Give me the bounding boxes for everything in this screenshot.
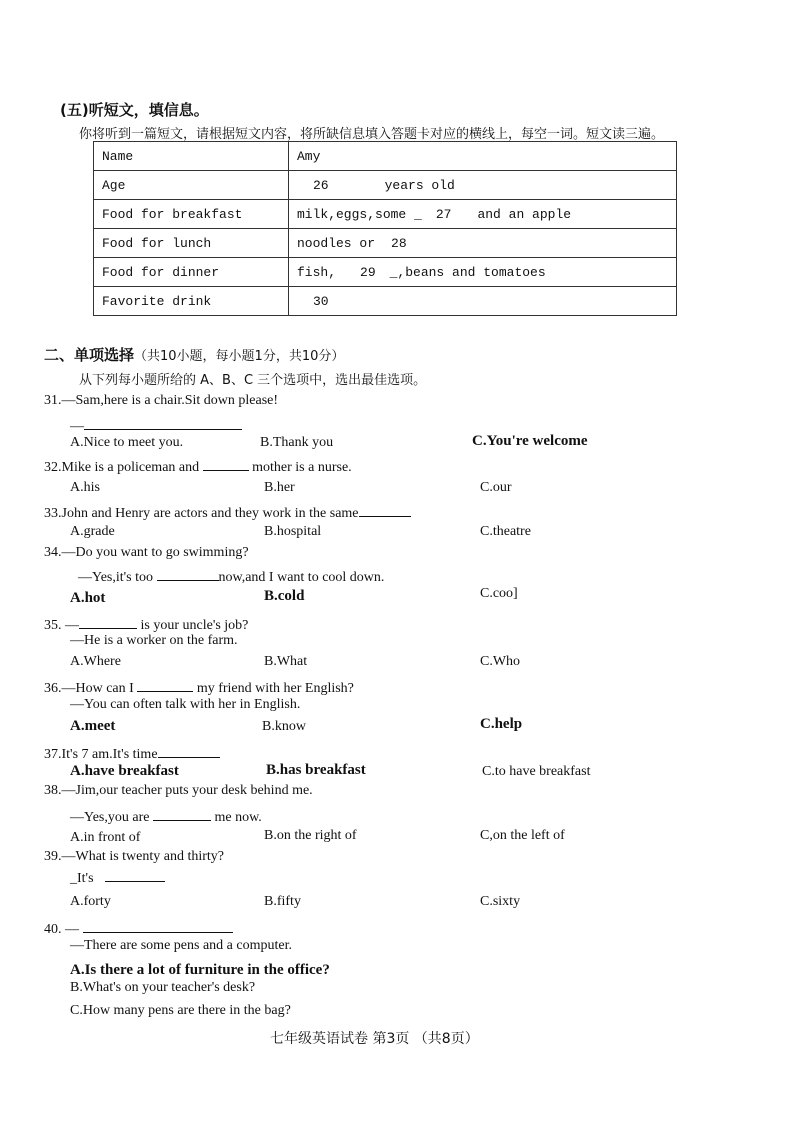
blank-number: 27 (435, 206, 452, 222)
option-a: A.grade (70, 524, 115, 539)
question-stem: 33.John and Henry are actors and they work in the same (44, 503, 411, 522)
blank-number: 28 (391, 235, 407, 251)
option-b: B.her (264, 480, 295, 495)
answer-line: —He is a worker on the farm. (70, 633, 238, 648)
table-row (94, 258, 677, 287)
blank-number: 30 (313, 293, 329, 309)
page-footer: 七年级英语试卷 第3页 （共8页） (270, 1031, 479, 1047)
option-b: B.know (262, 719, 306, 734)
table-row (94, 287, 677, 316)
row-label: Food for lunch (94, 229, 289, 258)
option-c: C.How many pens are there in the bag? (70, 1003, 291, 1018)
row-value: milk,eggs,some _ 27 and an apple (289, 200, 677, 229)
row-value: 26 years old (289, 171, 677, 200)
table-row (94, 200, 677, 229)
question-stem: 32.Mike is a policeman and mother is a nurse. (44, 457, 352, 476)
option-a: A.forty (70, 894, 111, 909)
option-a: A.his (70, 480, 100, 495)
answer-line: _It's (70, 868, 165, 887)
answer-blank (158, 744, 220, 758)
section5-instruction: 你将听到一篇短文，请根据短文内容，将所缺信息填入答题卡对应的横线上，每空一词。短文读三遍。 (79, 127, 665, 142)
option-b: B.has breakfast (266, 762, 366, 778)
question-stem: 31.—Sam,here is a chair.Sit down please! (44, 393, 279, 408)
option-c: C.coo] (480, 586, 518, 601)
option-a: A.Nice to meet you. (70, 435, 184, 450)
question-stem: 40. — (44, 919, 233, 938)
answer-blank (105, 868, 165, 882)
answer-line: —You can often talk with her in English. (70, 697, 301, 712)
blank-number: 29 (360, 264, 376, 280)
option-a: A.have breakfast (70, 763, 179, 779)
option-b: B.fifty (264, 894, 301, 909)
answer-blank (203, 457, 249, 471)
question-stem: 35. — is your uncle's job? (44, 615, 248, 634)
option-a: A.in front of (70, 830, 141, 845)
answer-blank (137, 678, 193, 692)
question-stem: 34.—Do you want to go swimming? (44, 545, 249, 560)
option-b: B.What's on your teacher's desk? (70, 980, 256, 995)
option-c: C.to have breakfast (482, 764, 591, 779)
info-table (93, 141, 677, 316)
answer-line: —Yes,you are me now. (70, 807, 262, 826)
option-a: A.meet (70, 718, 116, 734)
option-a: A.hot (70, 590, 106, 606)
option-b: B.What (264, 654, 308, 669)
question-stem: 36.—How can I my friend with her English? (44, 678, 354, 697)
row-label: Age (94, 171, 289, 200)
option-b: B.hospital (264, 524, 322, 539)
option-c: C.Who (480, 654, 521, 669)
row-label: Favorite drink (94, 287, 289, 316)
option-c: C,on the left of (480, 828, 565, 843)
option-b: B.on the right of (264, 828, 357, 843)
section2-title: 二、单项选择 (44, 346, 135, 364)
row-value (289, 287, 677, 316)
section2-score: （共10小题，每小题1分，共10分） (134, 349, 345, 364)
section2-heading (44, 344, 344, 365)
answer-blank (79, 615, 137, 629)
answer-line: —There are some pens and a computer. (70, 938, 292, 953)
section2-instruction: 从下列每小题所给的 A、B、C 三个选项中，选出最佳选项。 (79, 373, 427, 388)
option-b: B.Thank you (260, 435, 334, 450)
option-c: C.sixty (480, 894, 521, 909)
answer-blank (157, 567, 219, 581)
option-a: A.Where (70, 654, 121, 669)
table-row (94, 142, 677, 171)
table-row (94, 229, 677, 258)
answer-line: — (70, 416, 242, 435)
row-value: Amy (289, 142, 677, 171)
option-a: A.Is there a lot of furniture in the office? (70, 962, 330, 978)
question-stem: 38.—Jim,our teacher puts your desk behind me. (44, 783, 313, 798)
answer-blank (153, 807, 211, 821)
row-label: Name (94, 142, 289, 171)
answer-line: —Yes,it's too now,and I want to cool down. (78, 567, 384, 586)
answer-blank (359, 503, 411, 517)
option-c: C.You're welcome (472, 433, 588, 449)
option-c: C.help (480, 716, 523, 732)
section5-title: (五)听短文，填信息。 (60, 101, 209, 119)
row-value: fish, 29 _,beans and tomatoes (289, 258, 677, 287)
row-label: Food for breakfast (94, 200, 289, 229)
answer-blank (83, 919, 233, 933)
option-c: C.our (480, 480, 512, 495)
row-label: Food for dinner (94, 258, 289, 287)
option-c: C.theatre (480, 524, 531, 539)
blank-number: 26 (313, 177, 329, 193)
question-stem: 37.It's 7 am.It's time (44, 744, 220, 763)
answer-blank (84, 416, 242, 430)
table-row (94, 171, 677, 200)
row-value: noodles or 28 (289, 229, 677, 258)
question-stem: 39.—What is twenty and thirty? (44, 849, 225, 864)
option-b: B.cold (264, 588, 305, 604)
